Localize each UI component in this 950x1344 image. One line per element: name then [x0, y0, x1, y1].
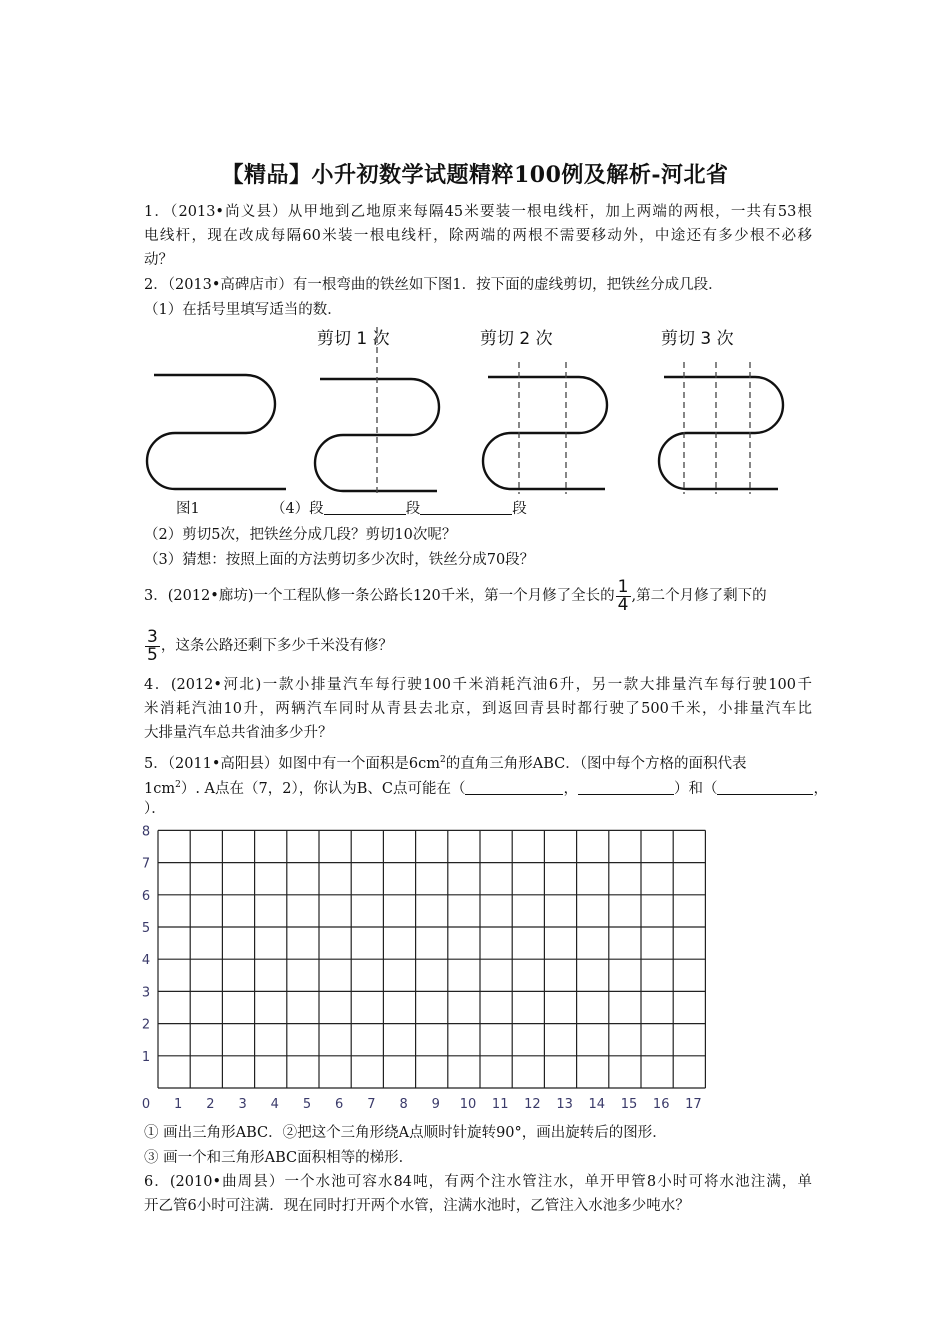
y-axis-label: 4: [141, 953, 151, 969]
x-axis-label: 6: [335, 1097, 344, 1112]
x-axis-label: 16: [652, 1097, 670, 1112]
q3-line-1: [144, 574, 812, 618]
cut-3-label: 剪切 3 次: [661, 329, 734, 349]
q5-line-1: [144, 748, 812, 776]
superscript: 2: [440, 755, 446, 765]
q3-line-2: [144, 624, 812, 668]
fig-1-label: 图1: [176, 501, 200, 517]
q5-text-2b: ）. A点在（7，2），你认为B、C点可能在（: [180, 780, 466, 797]
q4-line-3: 大排量汽车总共省油多少升？: [144, 725, 333, 741]
x-axis-label: 9: [431, 1097, 440, 1112]
segment-mid: 段: [405, 501, 421, 517]
q1-line-3: 动？: [144, 252, 173, 268]
q5-text-2a: 1cm: [144, 780, 176, 797]
wire-cut-1: [315, 379, 439, 491]
answer-blank-b[interactable]: [465, 779, 563, 795]
y-axis-label: 6: [141, 888, 151, 904]
x-axis-label: 8: [399, 1097, 408, 1112]
page-title: 【精品】小升初数学试题精粹100例及解析-河北省: [221, 162, 729, 188]
q3-text-2: ,第二个月修了剩下的: [631, 588, 767, 604]
fraction-three-fifths: [145, 626, 160, 665]
fraction-denominator: 4: [617, 594, 629, 615]
figure-caption-row: [176, 497, 776, 521]
fraction-numerator: 3: [147, 626, 158, 647]
q6-line-2: 开乙管6小时可注满．现在同时打开两个水管，注满水池时，乙管注入水池多少吨水？: [144, 1198, 690, 1214]
x-axis-label: 1: [174, 1097, 183, 1112]
x-axis-label: 14: [588, 1097, 606, 1112]
fraction-one-quarter: [616, 576, 631, 615]
q1-line-2: 电线杆，现在改成每隔60米装一根电线杆，除两端的两根不需要移动外，中途还有多少根不必移: [144, 228, 812, 244]
wire-cut-3: [659, 377, 783, 489]
superscript: 2: [175, 780, 181, 790]
y-axis-label: 3: [141, 985, 151, 1001]
x-axis-label: 12: [524, 1097, 541, 1112]
q1-line-1: 1．（2013•尚义县）从甲地到乙地原来每隔45米要装一根电线杆，加上两端的两根，一共有53根: [144, 204, 812, 220]
wire-cut-2: [483, 377, 607, 489]
answer-blank[interactable]: [324, 499, 406, 515]
q5-text-2c: ）和（: [673, 780, 718, 797]
q2-sub-2: （2）剪切5次，把铁丝分成几段？剪切10次呢？: [144, 527, 457, 543]
x-axis-label: 13: [556, 1097, 573, 1112]
comma: ，: [813, 780, 828, 797]
q3-text-3: ，这条公路还剩下多少千米没有修？: [160, 638, 393, 654]
x-axis-label: 11: [491, 1097, 509, 1112]
x-axis-label: 4: [270, 1097, 279, 1112]
y-axis-label: 2: [141, 1017, 151, 1033]
q5-text-1b: 的直角三角形ABC．（图中每个方格的面积代表: [445, 755, 747, 772]
q4-line-1: 4．(2012•河北)一款小排量汽车每行驶100千米消耗汽油6升，另一款大排量汽车每行驶100千: [144, 677, 812, 693]
coordinate-grid: [140, 822, 720, 1122]
answer-blank-c[interactable]: [578, 779, 674, 795]
x-axis-label: 10: [459, 1097, 477, 1112]
fraction-numerator: 1: [617, 576, 629, 597]
q2-sub-1: （1）在括号里填写适当的数．: [144, 302, 342, 318]
q5-text-1a: 5．（2011•高阳县）如图中有一个面积是6cm: [144, 755, 441, 772]
y-axis-label: 8: [141, 824, 151, 840]
x-axis-label: 3: [238, 1097, 247, 1112]
segment-end: 段: [512, 501, 527, 517]
q5-task-1: ① 画出三角形ABC．②把这个三角形绕A点顺时针旋转90°，画出旋转后的图形．: [144, 1125, 667, 1141]
q6-line-1: 6．(2010•曲周县）一个水池可容水84吨，有两个注水管注水，单开甲管8小时可将水池注满，单: [144, 1174, 812, 1190]
fraction-denominator: 5: [147, 644, 158, 665]
segment-prefix: （4）段: [270, 501, 324, 517]
cut-1-label: 剪切 1 次: [317, 329, 390, 349]
y-axis-label: 5: [141, 921, 151, 936]
x-axis-label: 7: [367, 1097, 376, 1112]
q3-text-1: 3．(2012•廊坊)一个工程队修一条公路长120千米，第一个月修了全长的: [144, 588, 615, 604]
q2-line-1: 2．（2013•高碑店市）有一根弯曲的铁丝如下图1．按下面的虚线剪切，把铁丝分成几段．: [144, 277, 723, 293]
x-axis-label: 5: [302, 1097, 312, 1112]
x-axis-label: 2: [206, 1097, 215, 1112]
wire-figure-1: [147, 375, 286, 489]
q5-task-2: ③ 画一个和三角形ABC面积相等的梯形．: [144, 1150, 414, 1166]
q4-line-2: 米消耗汽油10升，两辆汽车同时从青县去北京，到返回青县时都行驶了500千米，小排量汽车比: [144, 701, 812, 717]
x-axis-label: 15: [620, 1097, 638, 1112]
comma: ，: [563, 780, 578, 797]
answer-blank-d[interactable]: [717, 779, 813, 795]
x-axis-label: 17: [685, 1097, 702, 1112]
wire-cutting-figure: [140, 322, 800, 502]
q2-sub-3: （3）猜想：按照上面的方法剪切多少次时，铁丝分成70段？: [144, 552, 535, 568]
cut-2-label: 剪切 2 次: [480, 329, 553, 349]
answer-blank[interactable]: [420, 499, 512, 515]
y-axis-label: 0: [141, 1097, 151, 1112]
q5-line-3: ）．: [144, 801, 166, 817]
y-axis-label: 1: [141, 1049, 151, 1065]
y-axis-label: 7: [141, 856, 151, 872]
